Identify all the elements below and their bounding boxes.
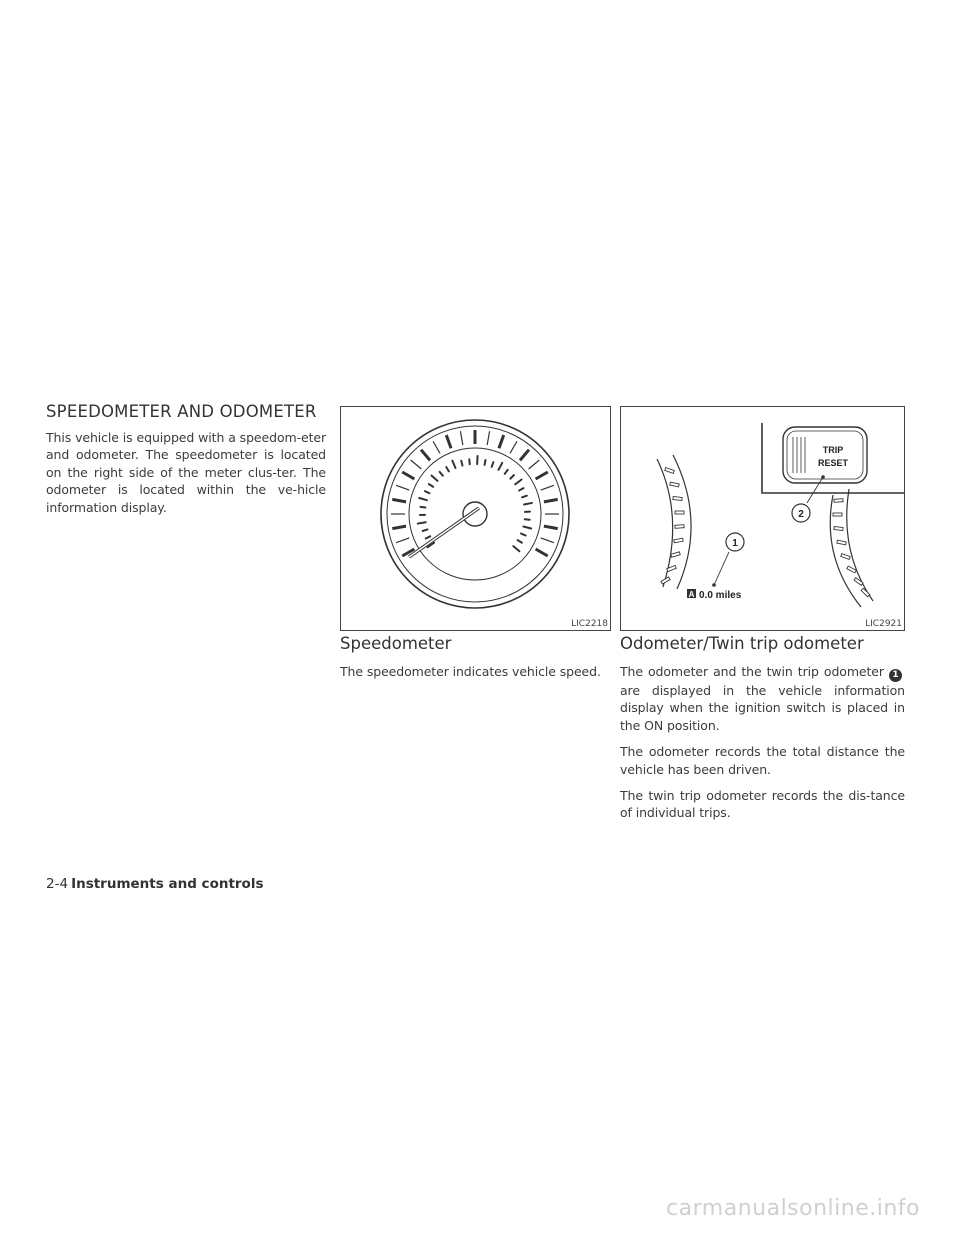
reset-label: RESET: [817, 458, 849, 468]
speedometer-inner-tick: [426, 536, 430, 538]
speedometer-inner-tick: [524, 503, 532, 505]
speedometer-outer-tick: [392, 499, 406, 501]
odometer-readout: 0.0 miles: [699, 590, 742, 601]
gauge-tick: [834, 527, 843, 531]
intro-column: [46, 402, 326, 525]
speedometer-outer-tick: [529, 460, 540, 469]
speedometer-outer-tick: [536, 549, 548, 556]
speedometer-inner-tick: [510, 475, 514, 479]
speedometer-inner-tick: [461, 461, 462, 466]
speedometer-outer-tick: [396, 538, 409, 543]
speedometer-outer-tick: [536, 472, 548, 479]
right-gauge-ticks: [833, 499, 870, 597]
speedometer-outer-tick: [392, 526, 406, 528]
gauge-tick: [674, 538, 683, 543]
speedometer-inner-tick: [469, 459, 470, 464]
watermark: carmanualsonline.info: [666, 1196, 920, 1221]
page-footer: [46, 876, 264, 892]
gauge-tick: [673, 497, 682, 501]
gauge-tick: [665, 468, 674, 474]
odometer-paragraph-1-start: The odometer and the twin trip odometer: [620, 664, 884, 679]
speedometer-outer-tick: [402, 472, 414, 479]
speedometer-inner-tick: [498, 463, 502, 470]
speedometer-inner-tick: [523, 527, 531, 529]
speedometer-inner-tick: [521, 534, 526, 536]
gauge-tick: [675, 525, 684, 529]
speedometer-paragraph: The speedometer indicates vehicle speed.: [340, 664, 601, 679]
odometer-column: [620, 634, 905, 831]
gauge-tick: [675, 511, 684, 514]
speedometer-inner-tick: [423, 529, 428, 531]
speedometer-column: [340, 634, 611, 689]
gauge-tick: [841, 554, 850, 560]
speedometer-inner-tick: [519, 488, 523, 490]
speedometer-inner-tick: [513, 546, 519, 551]
chapter-title: Instruments and controls: [71, 876, 264, 892]
page-number: 2-4: [46, 876, 69, 892]
speedometer-outer-tick: [487, 431, 489, 445]
speedometer-outer-tick: [446, 435, 451, 448]
speedometer-outer-tick: [541, 485, 554, 490]
speedometer-outer-tick: [433, 441, 440, 453]
callout-1-icon: 1: [889, 669, 902, 682]
odometer-paragraph-1: [620, 663, 905, 734]
gauge-tick: [834, 499, 843, 503]
section-title: SPEEDOMETER AND ODOMETER: [46, 402, 317, 421]
speedometer-inner-tick: [518, 540, 522, 543]
speedometer-figure: [340, 406, 611, 631]
speedometer-inner-tick: [525, 519, 530, 520]
intro-paragraph: This vehicle is equipped with a speedom-eter and odometer. The speedometer is located on the right side of the meter clus-ter. The odometer is located within the ve-hicle information display.: [46, 430, 326, 515]
speedometer-inner-tick: [492, 462, 494, 467]
speedometer-outer-tick: [510, 441, 517, 453]
speedometer-inner-tick: [515, 480, 521, 485]
trip-a-marker: A: [688, 590, 695, 599]
odometer-paragraph-1-end: are displayed in the vehicle information display when the ignition switch is placed in the ON position.: [620, 683, 905, 733]
speedometer-inner-tick: [446, 467, 449, 471]
speedometer-illustration: [341, 407, 610, 630]
speedometer-outer-tick: [411, 460, 422, 469]
gauge-tick: [671, 552, 680, 557]
odometer-paragraph-2: The odometer records the total distance the vehicle has been driven.: [620, 744, 905, 777]
trip-label: TRIP: [822, 445, 844, 455]
speedometer-outer-tick: [520, 450, 529, 461]
gauge-tick: [854, 578, 863, 586]
gauge-tick: [837, 540, 846, 545]
figure-code: LIC2218: [571, 619, 608, 629]
speedometer-inner-tick: [440, 472, 443, 476]
speedometer-outer-tick: [541, 538, 554, 543]
speedometer-outer-tick: [544, 526, 558, 528]
gauge-tick: [833, 513, 842, 516]
callout-1-label: 1: [732, 538, 738, 549]
speedometer-title: Speedometer: [340, 634, 452, 653]
odometer-paragraph-3: The twin trip odometer records the dis-tance of individual trips.: [620, 788, 905, 821]
odometer-title: Odometer/Twin trip odometer: [620, 634, 864, 653]
trip-reset-button: [783, 427, 867, 483]
odometer-illustration: [621, 407, 904, 630]
speedometer-inner-tick: [418, 522, 426, 523]
gauge-tick: [670, 482, 679, 487]
speedometer-inner-tick: [522, 496, 527, 498]
figure-code: LIC2921: [865, 619, 902, 629]
speedometer-inner-tick: [425, 491, 430, 493]
speedometer-inner-tick: [419, 498, 427, 500]
speedometer-inner-tick: [452, 461, 455, 468]
callout-2-label: 2: [798, 509, 804, 520]
speedometer-inner-tick: [432, 476, 438, 481]
speedometer-inner-tick: [429, 484, 433, 487]
speedometer-inner-tick: [485, 460, 486, 465]
speedometer-inner-tick: [505, 470, 508, 474]
speedometer-outer-tick: [544, 499, 558, 501]
odometer-figure: [620, 406, 905, 631]
speedometer-outer-tick: [460, 431, 462, 445]
speedometer-outer-tick: [396, 485, 409, 490]
speedometer-outer-tick: [421, 450, 430, 461]
speedometer-outer-tick: [499, 435, 504, 448]
speedometer-inner-tick: [420, 507, 425, 508]
